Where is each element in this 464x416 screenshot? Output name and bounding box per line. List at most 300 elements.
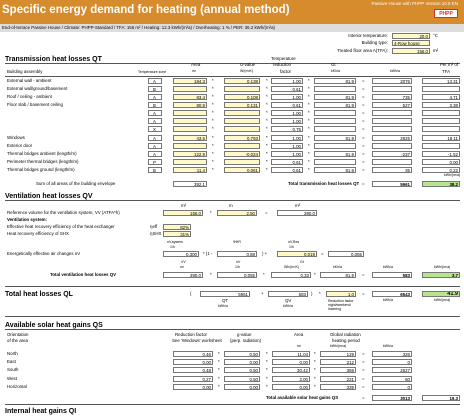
g-value: 0.00 — [224, 384, 260, 390]
solar-title: Available solar heat gains QS — [5, 322, 103, 329]
op-equals: = — [362, 375, 365, 381]
op-multiply: * — [266, 383, 268, 389]
param-unit: °C — [433, 33, 438, 38]
temperature-zone[interactable]: A — [148, 78, 162, 84]
sum-area-value: 392.1 — [173, 181, 207, 187]
tot-gt: 81.9 — [320, 272, 356, 278]
op-text: * (1 - — [203, 251, 213, 256]
total-transmission-loss: 5961 — [372, 181, 412, 187]
op-multiply: * — [308, 93, 310, 99]
u-value-input[interactable]: 0.138 — [224, 78, 260, 84]
reduction-factor: 1.00 — [271, 110, 303, 116]
tot-head: VV — [181, 260, 186, 264]
col-g2: (perp. radiation) — [230, 338, 261, 343]
g-value: 0.50 — [224, 367, 260, 373]
transmission-title: Transmission heat losses QT — [5, 56, 102, 63]
section-rule — [5, 404, 460, 405]
unit: 1/h — [289, 245, 294, 249]
temperature-zone[interactable]: B — [148, 86, 162, 92]
col-orient: Orientation — [7, 332, 29, 337]
col-red2: See 'Windows' worksheet — [172, 338, 222, 343]
section-rule — [5, 329, 460, 330]
reduction-factor: 1.00 — [271, 151, 303, 157]
sheet-title: Specific energy demand for heating (annual method) — [2, 4, 290, 16]
reduction-factor: 0.46 — [173, 351, 213, 357]
sheet-header — [0, 0, 464, 24]
solar-gain: 326 — [372, 351, 412, 357]
op-multiply: * — [212, 159, 214, 164]
g-value: 0.50 — [224, 376, 260, 382]
op-multiply: * — [266, 150, 268, 156]
op-equals: = — [362, 77, 365, 83]
global-radiation: 221 — [320, 376, 356, 382]
orientation-name: East — [7, 359, 16, 365]
total-ventilation-label: Total ventilation heat losses QV — [50, 272, 117, 277]
ach-residual[interactable]: 0.019 — [277, 251, 317, 257]
total-ventilation-loss: 583 — [372, 272, 412, 278]
loss-per-tfa — [422, 143, 460, 149]
reduction-factor: 0.61 — [271, 159, 303, 165]
col-factor-head: factor — [280, 69, 291, 74]
op-equals: = — [362, 167, 365, 173]
gt-value: 81.9 — [314, 94, 356, 100]
loss-per-tfa — [422, 86, 460, 92]
u-value-input[interactable] — [224, 118, 260, 124]
orientation-name: North — [7, 351, 18, 356]
op-multiply: * — [308, 110, 310, 116]
op-multiply: * — [218, 351, 220, 356]
op-equals: = — [362, 383, 365, 389]
global-radiation: 339 — [320, 384, 356, 390]
tot-heat-capacity: 0.33 — [271, 272, 311, 278]
col-uvalue-head: U-value — [240, 62, 256, 67]
op-multiply: * — [212, 134, 214, 140]
unit: m³ — [180, 265, 185, 269]
temperature-zone[interactable]: X — [148, 126, 162, 132]
tot-head: Gt — [300, 260, 304, 264]
op-multiply: * — [319, 291, 321, 296]
op-multiply: * — [266, 134, 268, 140]
assembly-name: Perimeter thermal bridges (length/m) — [7, 159, 79, 164]
window-area: 0.00 — [272, 359, 310, 365]
total-ventilation-per-tfa: 3.7 — [422, 272, 460, 278]
op-multiply: * — [308, 167, 310, 173]
op-multiply: * — [266, 118, 268, 124]
unit: m² — [181, 203, 187, 208]
u-value-input[interactable]: 0.108 — [224, 94, 260, 100]
heat-loss — [372, 118, 412, 124]
assembly-name: Thermal bridges ambient (length/m) — [7, 150, 77, 156]
col-pertfa-head: Per m² of — [440, 62, 459, 67]
param-value[interactable]: 156.0 — [392, 48, 430, 54]
unit-gt: kKh/a — [331, 69, 340, 73]
reduction-factor: 1.00 — [271, 94, 303, 100]
op-plus: + — [261, 291, 264, 296]
op-multiply: * — [210, 210, 212, 215]
op-multiply: * — [266, 367, 268, 373]
op-multiply: * — [266, 359, 268, 365]
g-value: 0.00 — [224, 359, 260, 365]
loss-per-tfa — [422, 110, 460, 116]
op-equals: = — [362, 272, 365, 277]
op-multiply: * — [266, 110, 268, 116]
gt-value — [314, 86, 356, 92]
u-value-input[interactable] — [224, 126, 260, 132]
temperature-zone[interactable]: A — [148, 118, 162, 124]
col-assembly-head: Building assembly — [7, 69, 43, 74]
op-equals: = — [362, 181, 365, 186]
loss-per-tfa — [422, 126, 460, 132]
heat-loss: 735 — [372, 94, 412, 100]
gt-value: 81.9 — [314, 135, 356, 141]
op-multiply: * — [314, 272, 316, 277]
op-multiply: * — [212, 77, 214, 83]
reduction-factor: 1.00 — [271, 78, 303, 84]
gt-value — [314, 110, 356, 116]
total-solar-per-tfa: 19.3 — [422, 395, 460, 401]
area-input[interactable]: 122.9 — [173, 151, 207, 157]
sum-area-label: Sum of all areas of the building envelope — [36, 181, 116, 186]
op-multiply: * — [266, 85, 268, 91]
total-transmission-label: Total transmission heat losses QT — [288, 181, 360, 186]
assembly-name: External wall/ground/basement — [7, 85, 68, 91]
op-multiply: * — [314, 383, 316, 389]
global-radiation: 359 — [320, 367, 356, 373]
op-equals: = — [362, 142, 365, 148]
total-qv: 583 — [268, 291, 308, 297]
gt-value: 81.9 — [314, 102, 356, 108]
op-multiply: * — [212, 142, 214, 148]
ach-head: nV,Res — [288, 240, 300, 244]
temperature-zone[interactable]: A — [148, 143, 162, 149]
unit: 1/h — [170, 245, 175, 249]
solar-gain: 60 — [372, 376, 412, 382]
ach-head: nV,system — [167, 240, 184, 244]
unit: kWh/(m²a) — [330, 344, 347, 348]
reduction-factor: 1.00 — [271, 135, 303, 141]
ach-system: 0.300 — [163, 251, 199, 257]
u-value-input[interactable] — [224, 86, 260, 92]
summary-bar: End-of-terrace Passive House / Climate: PHPP-Standard / TFA: 156 m² / Heating: 12.3 kWh/(m²a) / Overheating: 1 % / PER: 36.2 kWh/(m²a) — [0, 24, 464, 32]
total-ql-per-tfa: 41.9 — [422, 291, 460, 297]
temperature-zone[interactable]: P — [148, 159, 162, 165]
total-solar-label: Total available solar heat gains QS — [266, 395, 339, 400]
col-red: Reduction factor — [175, 332, 207, 337]
paren-close: ) — [311, 291, 313, 296]
area-input[interactable]: 43.5 — [173, 135, 207, 141]
unit: 1/h — [235, 265, 240, 269]
reduction-factor: 0.61 — [271, 102, 303, 108]
op-equals: = — [362, 351, 365, 356]
temperature-zone[interactable]: A — [148, 110, 162, 116]
window-area: 0.00 — [272, 384, 310, 390]
u-value-input[interactable]: 0.061 — [224, 167, 260, 173]
orientation-name: West — [7, 375, 17, 381]
hr-efficiency-value[interactable]: 82% — [163, 224, 191, 230]
total-transmission-per-tfa: 38.2 — [422, 181, 460, 187]
area-input[interactable] — [173, 118, 207, 124]
heat-loss: 35 — [372, 167, 412, 173]
u-value-input[interactable]: 0.131 — [224, 102, 260, 108]
reduction-factor-night[interactable]: 1.0 — [326, 291, 356, 297]
unit: m³ — [295, 203, 301, 208]
u-value-input[interactable]: -0.024 — [224, 151, 260, 157]
col-gt-head: Gt — [331, 62, 336, 67]
total-qt: 5961 — [200, 291, 250, 297]
heat-loss — [372, 143, 412, 149]
heat-loss: 2076 — [372, 78, 412, 84]
heat-loss — [372, 86, 412, 92]
unit: kWh/a — [383, 298, 393, 302]
reduction-factor: 0.61 — [271, 86, 303, 92]
heat-loss — [372, 159, 412, 165]
col-zone-head: Temperature zone — [138, 70, 167, 74]
global-radiation: 212 — [320, 359, 356, 365]
heat-loss — [372, 110, 412, 116]
assembly-name: Roof / ceiling - ambient — [7, 93, 52, 99]
gt-value — [314, 143, 356, 149]
op-equals: = — [362, 395, 365, 400]
temperature-zone[interactable]: A — [148, 94, 162, 100]
op-multiply: * — [308, 118, 310, 124]
reduction-factor: 0.27 — [173, 376, 213, 382]
unit: kWh/a — [383, 265, 393, 269]
internal-gains-title: Internal heat gains QI — [5, 408, 77, 415]
area-input[interactable]: 83.4 — [173, 94, 207, 100]
op-equals: = — [362, 101, 365, 107]
op-multiply: * — [308, 101, 310, 107]
op-multiply: * — [218, 359, 220, 365]
label-qt: QT — [222, 298, 229, 303]
total-solar-gain: 3013 — [372, 395, 412, 401]
param-label: Building type: — [361, 40, 388, 46]
op-multiply: * — [308, 126, 310, 132]
area-input[interactable] — [173, 143, 207, 149]
area-input[interactable] — [173, 110, 207, 116]
op-multiply: * — [212, 126, 214, 132]
op-multiply: * — [212, 93, 214, 99]
assembly-name: Floor slab / basement ceiling — [7, 101, 63, 107]
op-multiply: * — [266, 142, 268, 148]
reduction-factor: 0.00 — [173, 384, 213, 390]
ref-height[interactable]: 2.50 — [217, 210, 257, 216]
param-value[interactable]: 4-Row house — [392, 40, 430, 46]
label-reduction: Reduction factor night/weekend lowering — [328, 299, 354, 312]
unit: kWh/(m²a) — [434, 265, 451, 269]
area-input[interactable] — [173, 126, 207, 132]
ventilation-title: Ventilation heat losses QV — [5, 193, 93, 200]
op-equals: = — [265, 210, 268, 215]
op-multiply: * — [308, 134, 310, 140]
op-multiply: * — [308, 85, 310, 91]
header-rule — [5, 76, 460, 77]
u-value-input[interactable] — [224, 110, 260, 116]
op-equals: = — [362, 367, 365, 373]
temperature-zone[interactable]: A — [148, 151, 162, 157]
ach-phi-hr: 0.88 — [217, 251, 257, 257]
orientation-name: South — [7, 367, 19, 373]
heat-loss: 527 — [372, 102, 412, 108]
loss-per-tfa: 0.22 — [422, 167, 460, 173]
unit-wm: kWh/(m²a) — [444, 173, 461, 177]
window-area: 2.00 — [272, 376, 310, 382]
gt-value — [314, 159, 356, 165]
op-multiply: * — [266, 167, 268, 173]
op-multiply: * — [212, 101, 214, 107]
op-multiply: * — [218, 375, 220, 381]
op-multiply: * — [212, 85, 214, 91]
gt-value — [314, 118, 356, 124]
u-value-input[interactable] — [224, 159, 260, 165]
col-g: g-value — [237, 332, 252, 337]
unit: m² — [297, 344, 302, 348]
op-multiply: * — [266, 375, 268, 381]
reduction-factor: 0.48 — [173, 367, 213, 373]
unit: m — [229, 203, 233, 208]
solar-gain: 0 — [372, 384, 412, 390]
unit: kWh/a — [383, 344, 393, 348]
op-multiply: * — [308, 77, 310, 83]
heat-loss — [372, 126, 412, 132]
unit-area: m² — [192, 69, 197, 73]
shx-efficiency-value[interactable]: 31% — [163, 231, 191, 237]
gt-value: 81.9 — [314, 167, 356, 173]
shx-efficiency-symbol: ηSHX — [150, 231, 162, 236]
u-value-input[interactable]: 0.793 — [224, 135, 260, 141]
assembly-name: Thermal bridges ground (length/m) — [7, 167, 75, 173]
loss-per-tfa: 18.11 — [422, 135, 460, 141]
ach-head: ΦHR — [233, 240, 241, 244]
area-input[interactable]: 11.4 — [173, 167, 207, 173]
param-label: Interior temperature: — [348, 33, 388, 38]
unit: kWh/a — [283, 304, 293, 308]
unit: kKh/a — [333, 265, 342, 269]
op-multiply: * — [218, 383, 220, 389]
op-multiply: * — [266, 93, 268, 99]
param-value[interactable]: 20.0 — [392, 33, 430, 39]
unit-pertfa: TFA — [442, 69, 451, 74]
op-equals: = — [362, 110, 365, 116]
version-label: Passive House with PHPP Version 10.8 EN — [371, 1, 458, 6]
total-losses-title: Total heat losses QL — [5, 291, 73, 298]
g-value: 0.50 — [224, 351, 260, 357]
air-changes-label: Energetically effective air changes nV — [7, 251, 81, 256]
temperature-zone[interactable]: B — [148, 102, 162, 108]
assembly-name: Exterior door — [7, 142, 33, 148]
area-input[interactable]: 80.9 — [173, 102, 207, 108]
op-multiply: * — [314, 375, 316, 381]
assembly-name: External wall - ambient — [7, 77, 52, 83]
tot-head: nV — [236, 260, 241, 264]
gt-value: 81.9 — [314, 78, 356, 84]
ach-result: 0.055 — [328, 251, 364, 257]
loss-per-tfa: 13.31 — [422, 78, 460, 84]
loss-per-tfa: 4.71 — [422, 94, 460, 100]
area-input[interactable]: 184.3 — [173, 78, 207, 84]
global-radiation: 129 — [320, 351, 356, 357]
heat-loss: -237 — [372, 151, 412, 157]
reduction-factor: 1.00 — [271, 118, 303, 124]
tot-volume: 390.0 — [163, 272, 203, 278]
solar-gain: 2627 — [372, 367, 412, 373]
reduction-factor: 0.00 — [173, 359, 213, 365]
area-input[interactable] — [173, 86, 207, 92]
op-multiply: * — [266, 126, 268, 132]
op-multiply: * — [266, 101, 268, 107]
op-multiply: * — [212, 167, 214, 173]
loss-per-tfa: 0.00 — [422, 159, 460, 165]
op-multiply: * — [210, 272, 212, 277]
param-unit: m² — [433, 47, 439, 53]
assembly-name: Windows — [7, 134, 25, 140]
unit: kWh/a — [218, 304, 228, 308]
ventilation-system-label: Ventilation system: — [7, 217, 48, 222]
shx-efficiency-label: Heat recovery efficiency of SHX — [7, 231, 69, 236]
op-equals: = — [362, 359, 365, 365]
orientation-name: Horizontal — [7, 383, 27, 389]
op-multiply: * — [314, 367, 316, 373]
total-ql: 6543 — [372, 291, 412, 297]
op-multiply: * — [266, 159, 268, 164]
unit-u: W/(m²K) — [240, 69, 254, 73]
unit-loss: kWh/a — [390, 69, 400, 73]
col-rad: Global radiation — [330, 332, 361, 337]
unit: kWh/(m²a) — [434, 298, 451, 302]
op-multiply: * — [308, 159, 310, 164]
op-multiply: * — [212, 110, 214, 116]
tot-nv: 0.055 — [217, 272, 257, 278]
reduction-factor: 0.75 — [271, 126, 303, 132]
op-equals: = — [362, 291, 365, 296]
u-value-input[interactable] — [224, 143, 260, 149]
ref-volume: 390.0 — [277, 210, 317, 216]
ref-area[interactable]: 156.0 — [163, 210, 203, 216]
op-equals: = — [362, 159, 365, 164]
temperature-zone[interactable]: B — [148, 167, 162, 173]
op-multiply: * — [266, 351, 268, 356]
col-area: Area — [294, 332, 304, 337]
op-equals: = — [362, 93, 365, 99]
temperature-head: Temperature — [271, 56, 296, 61]
hr-efficiency-symbol: ηeff — [150, 224, 158, 229]
op-multiply: * — [266, 77, 268, 83]
heat-loss: 2825 — [372, 135, 412, 141]
label-qv: QV — [285, 298, 292, 303]
section-rule — [5, 286, 460, 287]
section-rule — [5, 63, 460, 64]
reference-volume-label: Reference volume for the ventilation system, VV (ATFA*h) — [7, 210, 120, 215]
unit: Wh/(m³K) — [284, 265, 299, 269]
reduction-factor: 0.61 — [271, 167, 303, 173]
op-multiply: * — [263, 272, 265, 277]
op-equals: = — [362, 126, 365, 132]
loss-per-tfa: 3.38 — [422, 102, 460, 108]
op-multiply: * — [212, 118, 214, 124]
op-equals: = — [362, 150, 365, 156]
gt-value: 81.9 — [314, 151, 356, 157]
op-multiply: * — [308, 150, 310, 156]
col-reduction-head: reduction — [273, 62, 292, 67]
loss-per-tfa: -1.52 — [422, 151, 460, 157]
phpp-logo: PHPP — [434, 9, 458, 18]
area-input[interactable] — [173, 159, 207, 165]
temperature-zone[interactable]: A — [148, 135, 162, 141]
op-equals: = — [362, 118, 365, 124]
op-equals: = — [321, 251, 324, 256]
window-area: 11.04 — [272, 351, 310, 357]
loss-per-tfa — [422, 118, 460, 124]
op-multiply: * — [314, 359, 316, 365]
